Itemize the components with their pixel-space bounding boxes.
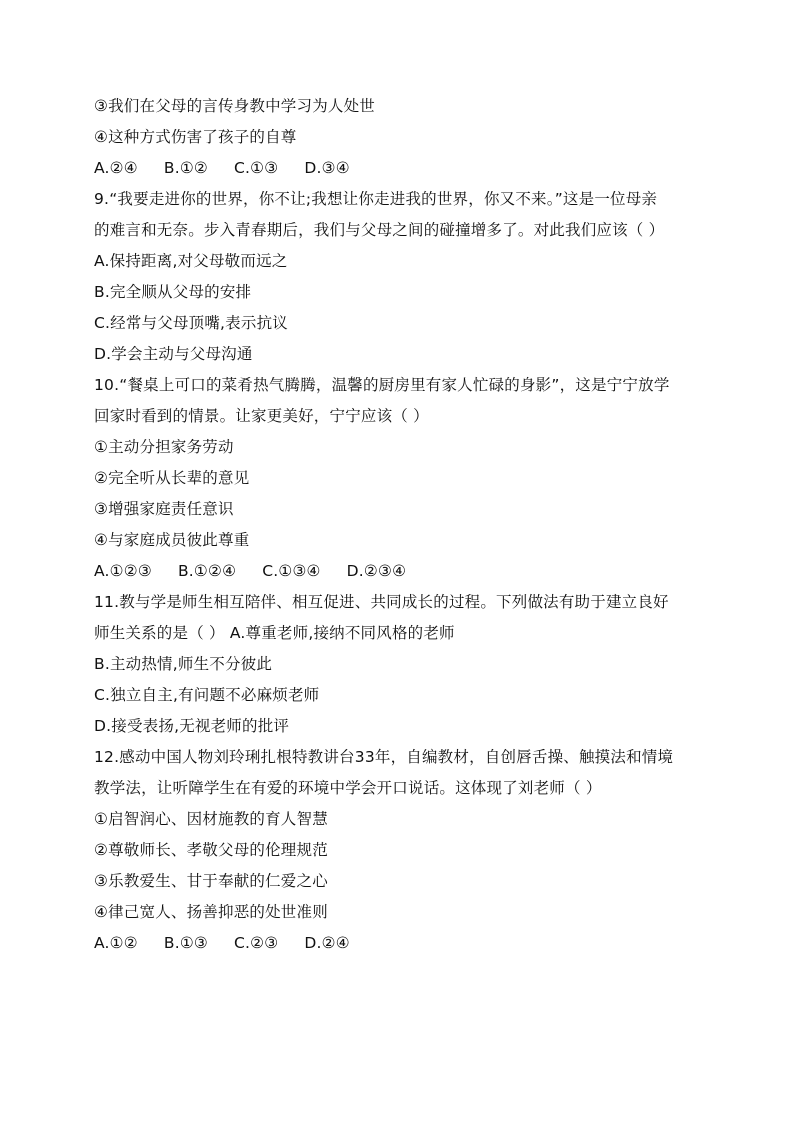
q8-choice-c: C.①③ <box>234 159 279 177</box>
q12-stem-line-2: 教学法，让听障学生在有爱的环境中学会开口说话。这体现了刘老师（ ） <box>94 779 602 797</box>
q12-answer-choices <box>94 933 704 953</box>
q10-option-3: ③增强家庭责任意识 <box>94 500 234 518</box>
q11-stem-line-1: 11.教与学是师生相互陪伴、相互促进、共同成长的过程。下列做法有助于建立良好 <box>94 593 669 611</box>
q8-choice-b: B.①② <box>163 159 209 177</box>
q10-choice-a: A.①②③ <box>94 562 152 580</box>
q10-option-4: ④与家庭成员彼此尊重 <box>94 531 250 549</box>
q12-stem-line-1: 12.感动中国人物刘玲琍扎根特教讲台33年，自编教材，自创唇舌操、触摸法和情境 <box>94 748 674 766</box>
q12-choice-d: D.②④ <box>304 934 350 952</box>
q12-option-2: ②尊敬师长、孝敬父母的伦理规范 <box>94 841 328 859</box>
q8-option-4: ④这种方式伤害了孩子的自尊 <box>94 128 297 146</box>
q10-answer-choices <box>94 561 704 581</box>
q12-choice-c: C.②③ <box>234 934 279 952</box>
q10-choice-d: D.②③④ <box>346 562 407 580</box>
q12-option-1: ①启智润心、因材施教的育人智慧 <box>94 810 328 828</box>
q10-stem-line-2: 回家时看到的情景。让家更美好，宁宁应该（ ） <box>94 407 429 425</box>
q9-choice-b: B.完全顺从父母的安排 <box>94 283 252 301</box>
q8-option-3: ③我们在父母的言传身教中学习为人处世 <box>94 97 375 115</box>
q9-stem-line-2: 的难言和无奈。步入青春期后，我们与父母之间的碰撞增多了。对此我们应该（ ） <box>94 221 665 239</box>
q10-stem-line-1: 10.“餐桌上可口的菜肴热气腾腾，温馨的厨房里有家人忙碌的身影”，这是宁宁放学 <box>94 376 670 394</box>
q9-choice-d: D.学会主动与父母沟通 <box>94 345 253 363</box>
q10-option-2: ②完全听从长辈的意见 <box>94 469 250 487</box>
q9-choice-c: C.经常与父母顶嘴,表示抗议 <box>94 314 288 332</box>
q11-choice-b: B.主动热情,师生不分彼此 <box>94 655 273 673</box>
q11-choice-d: D.接受表扬,无视老师的批评 <box>94 717 290 735</box>
q12-option-4: ④律己宽人、扬善抑恶的处世准则 <box>94 903 328 921</box>
q9-stem-line-1: 9.“我要走进你的世界，你不让;我想让你走进我的世界，你又不来。”这是一位母亲 <box>94 190 658 208</box>
q12-choice-a: A.①② <box>94 934 138 952</box>
q11-stem-line-2: 师生关系的是（ ） A.尊重老师,接纳不同风格的老师 <box>94 624 455 642</box>
q11-choice-c: C.独立自主,有问题不必麻烦老师 <box>94 686 320 704</box>
q10-option-1: ①主动分担家务劳动 <box>94 438 234 456</box>
q9-choice-a: A.保持距离,对父母敬而远之 <box>94 252 288 270</box>
q8-choice-d: D.③④ <box>304 159 350 177</box>
q10-choice-b: B.①②④ <box>177 562 237 580</box>
q8-choice-a: A.②④ <box>94 159 138 177</box>
q10-choice-c: C.①③④ <box>262 562 321 580</box>
q8-answer-choices <box>94 158 704 178</box>
q12-option-3: ③乐教爱生、甘于奉献的仁爱之心 <box>94 872 328 890</box>
q12-choice-b: B.①③ <box>163 934 209 952</box>
